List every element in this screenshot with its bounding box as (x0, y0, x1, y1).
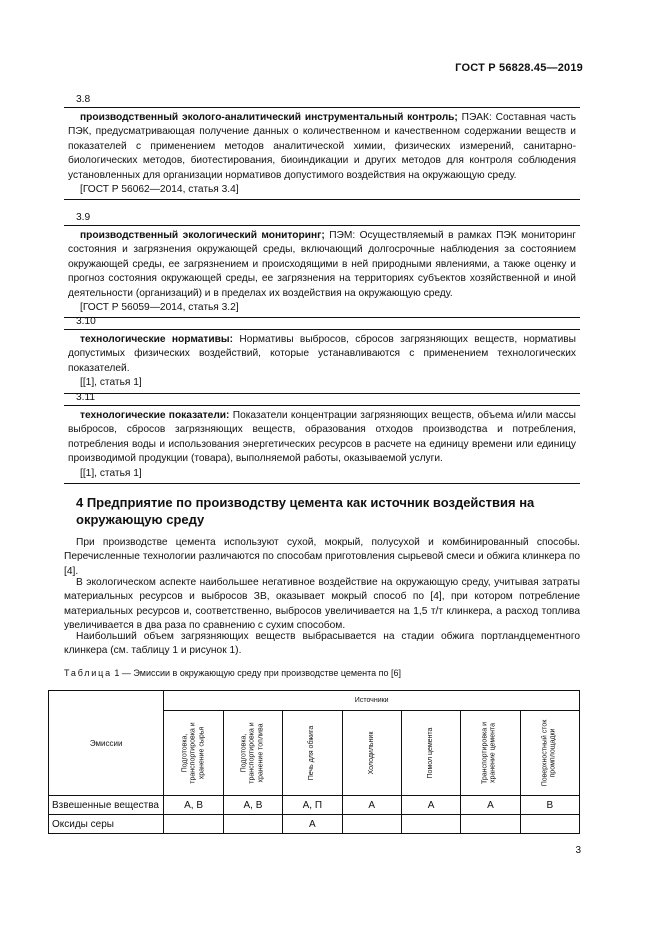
table-cell: А (461, 796, 520, 815)
paragraph: Наибольший объем загрязняющих веществ выбрасывается на стадии обжига портландцементного клинкера (см. таблицу 1 и рисунок 1). (64, 631, 580, 657)
definition-body: ПЭАК: Составная часть ПЭК, предусматривающая получение данных о количественном и качественном содержании веществ и показателей с применением методов аналитической химии, физических измерений, санитарно-биологических методов, биотестирования, биоиндикации и других методов для контроля соблюдения установленных для организации нормативов допустимого воздействия на окружающую среду. (68, 112, 577, 181)
definition-3-10 (64, 314, 580, 394)
column-header-text: Подготовка, транспортировка и хранение сырья (180, 722, 205, 784)
table-cell (164, 815, 223, 834)
page-number: 3 (575, 845, 581, 856)
definition-number: 3.10 (76, 316, 96, 327)
definition-term: производственный эколого-аналитический инструментальный контроль; (80, 112, 458, 123)
table-caption-word: Таблица (64, 668, 112, 678)
header-emissions: Эмиссии (49, 691, 164, 796)
definition-box (64, 329, 580, 394)
table-row (49, 796, 580, 815)
definition-3-9 (64, 210, 580, 318)
definition-reference: [[1], статья 1] (80, 377, 142, 389)
column-header (223, 711, 282, 796)
table-cell: А (283, 815, 342, 834)
definition-reference: [[1], статья 1] (80, 467, 142, 479)
table-cell: А (401, 796, 460, 815)
column-header (520, 711, 579, 796)
definition-text (68, 229, 576, 301)
column-header-text: Помол цемента (426, 727, 434, 779)
emissions-table (48, 690, 580, 834)
definition-3-8 (64, 92, 580, 200)
paragraph: При производстве цемента используют сухой, мокрый, полусухой и комбинированный способы. Перечисленные технологии различаются по способам приготовления сырьевой смеси и обжига клинкера по [4]. (64, 537, 580, 577)
definition-box (64, 225, 580, 318)
definition-number: 3.11 (76, 392, 96, 403)
standard-header: ГОСТ Р 56828.45—2019 (455, 62, 583, 74)
definition-box (64, 405, 580, 484)
row-label: Оксиды серы (49, 815, 164, 834)
definition-number: 3.8 (76, 94, 91, 105)
definition-text (68, 409, 576, 467)
column-header-text: Подготовка, транспортировка и хранение топлива (240, 722, 265, 784)
column-header-text: Поверхностный сток промплощадки (541, 719, 557, 787)
definition-body: Нормативы выбросов, сбросов загрязняющих веществ, нормативы допустимых физических воздействий, которые устанавливаются с применением технологических показателей. (68, 334, 576, 374)
column-header (401, 711, 460, 796)
paragraph: В экологическом аспекте наибольшее негативное воздействие на окружающую среду, учитывая затраты материальных ресурсов и выбросов ЗВ, оказывает мокрый способ по [4], при котором потребление материальных ресурсов и, соответственно, выбросов увеличивается на 1,5 т/т клинкера, а расход топлива увеличивается в два раза по сравнению с сухим способом. (64, 577, 580, 632)
table-cell: А, П (283, 796, 342, 815)
table-row (49, 815, 580, 834)
column-header (283, 711, 342, 796)
column-header-text: Транспортировка и хранение цемента (482, 721, 498, 785)
column-header-text: Холодильник (367, 731, 375, 775)
definition-term: технологические показатели: (80, 410, 230, 421)
definition-3-11 (64, 390, 580, 484)
table-cell (401, 815, 460, 834)
table-cell: А, В (223, 796, 282, 815)
definition-reference: [ГОСТ Р 56059—2014, статья 3.2] (80, 302, 239, 314)
column-header (342, 711, 401, 796)
definition-reference: [ГОСТ Р 56062—2014, статья 3.4] (80, 184, 239, 196)
definition-term: производственный экологический мониторинг; (80, 230, 325, 241)
definition-box (64, 107, 580, 200)
column-header (164, 711, 223, 796)
definition-text (68, 333, 576, 376)
header-sources: Источники (164, 691, 580, 711)
table-cell: А, В (164, 796, 223, 815)
definition-number: 3.9 (76, 212, 91, 223)
table-cell (461, 815, 520, 834)
table-cell (223, 815, 282, 834)
definition-term: технологические нормативы: (80, 334, 233, 345)
table-cell (520, 815, 579, 834)
table-cell (342, 815, 401, 834)
table-caption (64, 668, 401, 678)
row-label: Взвешенные вещества (49, 796, 164, 815)
definition-body: ПЭМ: Осуществляемый в рамках ПЭК мониторинг состояния и загрязнения окружающей среды, включающий долгосрочные наблюдения за состоянием окружающей среды, ее загрязнением и происходящими в ней природными явлениями, а также оценку и прогноз состояния окружающей среды, ее загрязнения на территориях субъектов хозяйственной и иной деятельности (организаций) и в пределах их воздействия на окружающую среду. (68, 230, 577, 299)
table-caption-text: 1 — Эмиссии в окружающую среду при производстве цемента по [6] (111, 668, 401, 678)
definition-body: Показатели концентрации загрязняющих веществ, объема и/или массы выбросов, сбросов загрязняющих веществ, образования отходов производства и потребления, потребления воды и использования энергетических ресурсов в расчете на единицу времени или единицу производимой продукции (товара), выполняемой работы, оказываемой услуги. (68, 410, 576, 465)
column-header (461, 711, 520, 796)
section-title: 4 Предприятие по производству цемента как источник воздействия на окружающую среду (76, 495, 535, 527)
column-header-text: Печь для обжига (308, 725, 316, 781)
table-cell: В (520, 796, 579, 815)
table-cell: А (342, 796, 401, 815)
definition-text (68, 111, 576, 183)
